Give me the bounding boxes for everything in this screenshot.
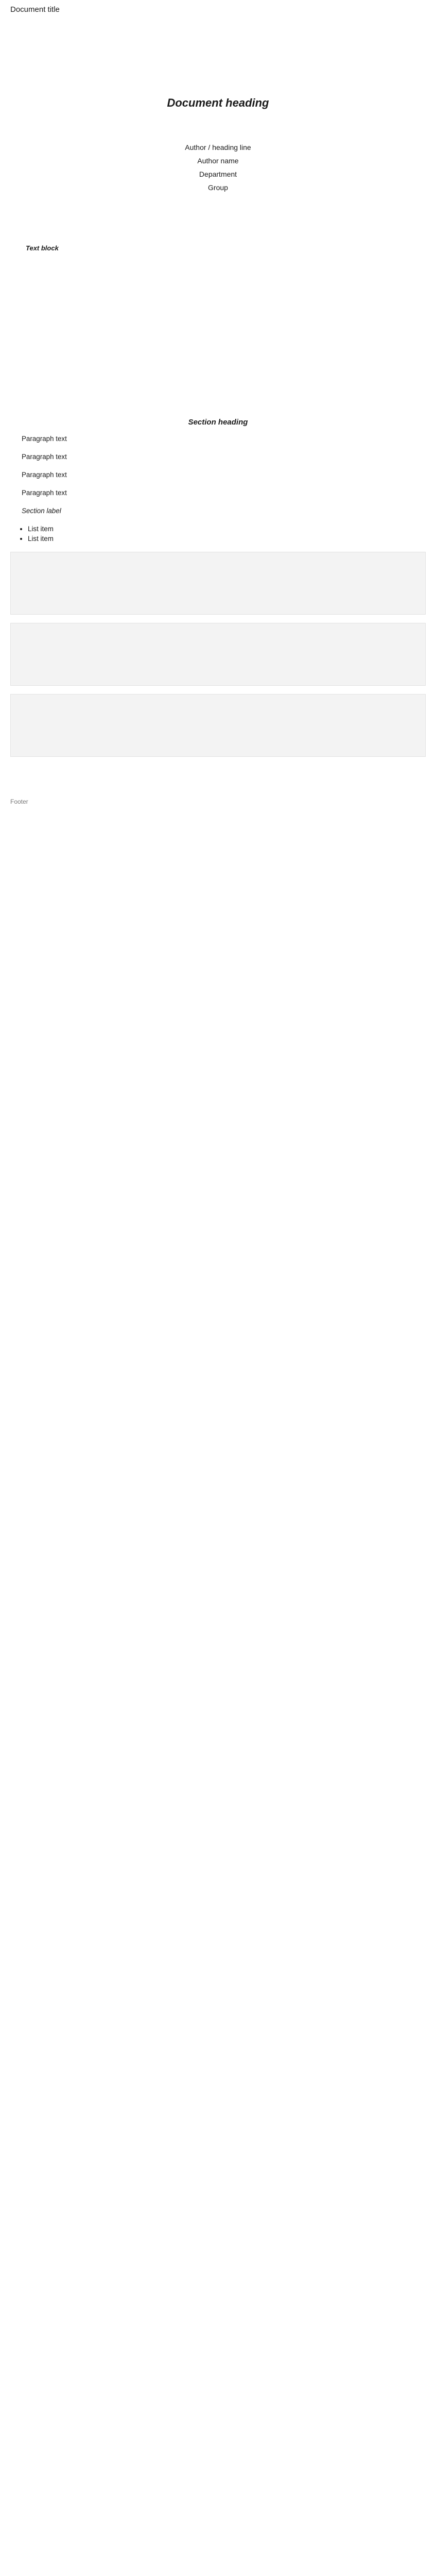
paragraph-1: Paragraph text xyxy=(22,453,67,461)
paragraph-2: Paragraph text xyxy=(22,471,67,479)
paragraph-3: Paragraph text xyxy=(22,489,67,497)
meta-line-4: Group xyxy=(208,183,228,192)
content-placeholder xyxy=(10,623,426,686)
document-main-title: Document heading xyxy=(167,96,269,109)
meta-line-2: Author name xyxy=(197,157,239,165)
literature-note: Text block xyxy=(26,244,59,252)
footer: Footer xyxy=(10,798,28,805)
document-top-title: Document title xyxy=(10,5,60,14)
content-placeholder xyxy=(10,552,426,615)
content-placeholder xyxy=(10,694,426,757)
section-title: Section heading xyxy=(188,418,248,427)
list-item: • List item xyxy=(28,524,426,534)
meta-line-3: Department xyxy=(199,170,237,178)
meta-line-1: Author / heading line xyxy=(185,143,251,151)
list-item: • List item xyxy=(28,534,426,544)
section-label: Section label xyxy=(22,507,61,515)
bullet-list xyxy=(10,524,426,544)
intro-paragraph: Paragraph text xyxy=(22,435,67,443)
document-meta xyxy=(10,141,426,194)
